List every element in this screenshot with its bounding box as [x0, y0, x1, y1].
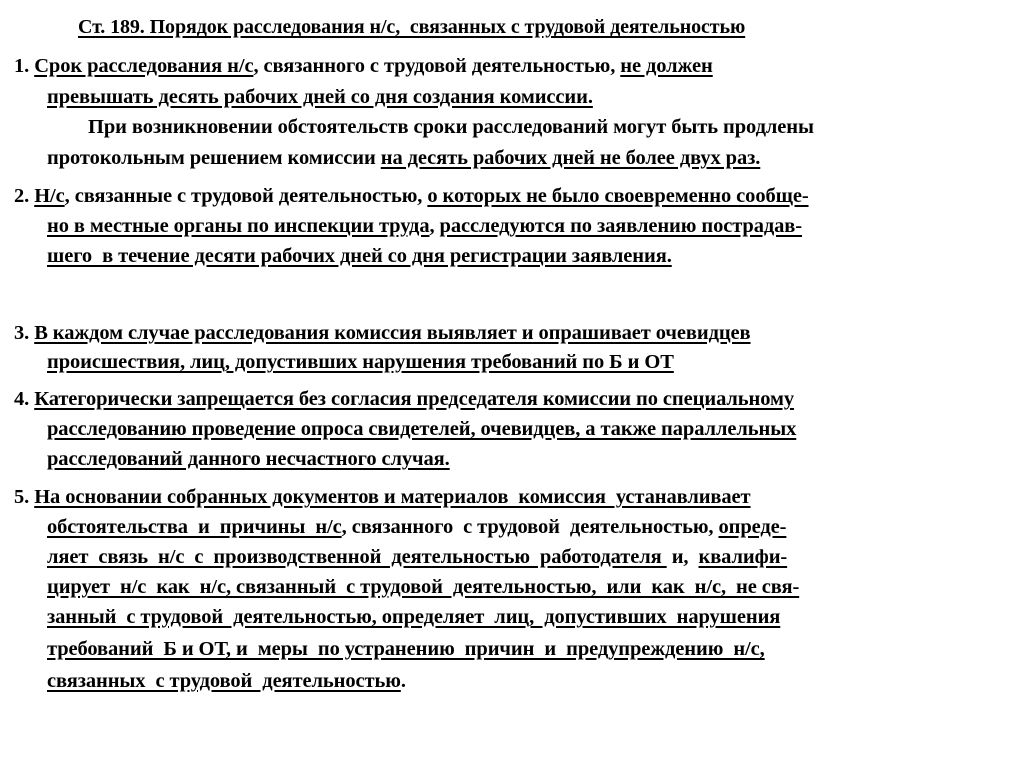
p2-emphasis: о которых не было своевременно сообще- [427, 185, 809, 207]
p2-l2-b: , [429, 215, 440, 237]
p5-l2-b: , связанного с трудовой деятельностью, [341, 516, 719, 538]
paragraph-5-line-4: цирует н/с как н/с, связанный с трудовой деятельностью, или как н/с, не свя- [47, 576, 800, 598]
p5-l1-text: На основании собранных документов и материалов комиссия устанавливает [34, 486, 751, 508]
p4-number: 4. [14, 388, 35, 410]
slide-title: Ст. 189. Порядок расследования н/с, связанных с трудовой деятельностью [78, 16, 746, 38]
paragraph-2-line-1 [14, 183, 809, 209]
paragraph-5-line-3 [47, 544, 787, 570]
paragraph-5-line-5: занный с трудовой деятельностью, определяет лиц, допустивших нарушения [47, 606, 781, 628]
p2-text: , связанные с трудовой деятельностью, [64, 185, 428, 207]
paragraph-4-line-2: расследованию проведение опроса свидетелей, очевидцев, а также параллельных [47, 418, 797, 440]
paragraph-5-line-6: требований Б и ОТ, и меры по устранению причин и предупреждению н/с, [47, 638, 765, 660]
paragraph-4-line-1 [14, 386, 794, 412]
paragraph-5-line-1 [14, 484, 751, 510]
p1-l4-emphasis: на десять рабочих дней не более двух раз. [380, 147, 761, 169]
p3-number: 3. [14, 322, 35, 344]
p4-l1-text: Категорически запрещается без согласия председателя комиссии по специальному [34, 388, 795, 410]
p1-number: 1. [14, 55, 35, 77]
p5-l7-a: связанных с трудовой деятельностью [47, 670, 401, 692]
paragraph-2-line-2 [47, 213, 802, 239]
p3-l1-text: В каждом случае расследования комиссия выявляет и опрашивает очевидцев [34, 322, 751, 344]
paragraph-1-line-1 [14, 53, 713, 79]
paragraph-5-line-2 [47, 514, 786, 540]
p2-term: Н/с [34, 185, 65, 207]
paragraph-5-line-7 [47, 668, 406, 694]
p5-l3-a: ляет связь н/с с производственной деятельностью работодателя [47, 546, 667, 568]
p1-l4-text: протокольным решением комиссии [47, 147, 381, 169]
p5-l7-b: . [400, 670, 406, 692]
paragraph-1-line-2: превышать десять рабочих дней со дня создания комиссии. [47, 86, 593, 108]
p1-emphasis: не должен [620, 55, 713, 77]
p5-l3-c: квалифи- [698, 546, 788, 568]
p5-l2-a: обстоятельства и причины н/с [47, 516, 342, 538]
paragraph-3-line-2: происшествия, лиц, допустивших нарушения требований по Б и ОТ [47, 351, 674, 373]
p5-l3-b: и, [666, 546, 699, 568]
p2-l2-c: расследуются по заявлению пострадав- [439, 215, 803, 237]
paragraph-3-line-1 [14, 320, 751, 346]
p2-l2-a: но в местные органы по инспекции труда [47, 215, 430, 237]
p5-number: 5. [14, 486, 35, 508]
p1-text: , связанного с трудовой деятельностью, [253, 55, 621, 77]
paragraph-4-line-3: расследований данного несчастного случая. [47, 448, 450, 470]
paragraph-1-line-4 [47, 145, 760, 171]
paragraph-1-line-3: При возникновении обстоятельств сроки расследований могут быть продлены [88, 116, 814, 138]
p2-number: 2. [14, 185, 35, 207]
paragraph-2-line-3: шего в течение десяти рабочих дней со дня регистрации заявления. [47, 245, 672, 267]
p1-term: Срок расследования н/с [34, 55, 254, 77]
p5-l2-c: опреде- [718, 516, 787, 538]
